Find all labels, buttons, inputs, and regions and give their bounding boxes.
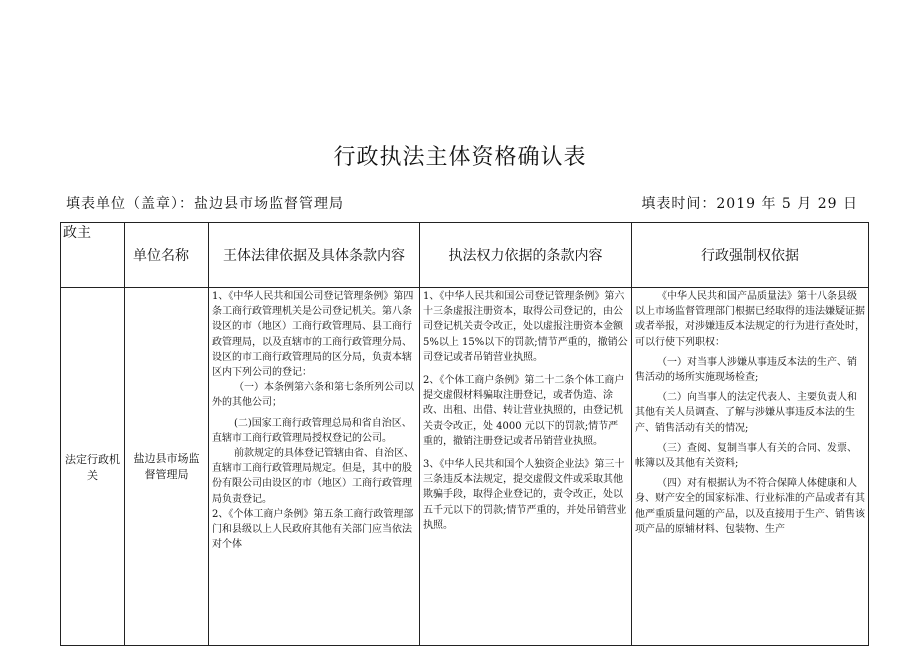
qualification-table <box>60 222 869 646</box>
header-coercion-basis: 行政强制权依据 <box>632 223 869 288</box>
coercion-para: （四）对有根据认为不符合保障人体健康和人身、财产安全的国家标准、行业标准的产品或者有其他严重质量问题的产品，以及直接用于生产、销售该项产品的原辅材料、包装物、生产 <box>635 478 865 535</box>
subject-cell: 法定行政机关 <box>61 288 125 646</box>
filling-unit: 填表单位（盖章）：盐边县市场监督管理局 <box>66 196 344 212</box>
table-row <box>61 288 869 646</box>
document-title: 行政执法主体资格确认表 <box>333 145 587 170</box>
legal-basis-para: 前款规定的具体登记管辖由省、自治区、直辖市工商行政管理局规定。但是，其中的股份有限公司由设区的市（地区）工商行政管理局负责登记。 <box>212 448 414 505</box>
legal-basis-para: 2、《个体工商户条例》第五条工商行政管理部门和县级以上人民政府其他有关部门应当依法对个体 <box>212 508 414 551</box>
legal-basis-para: (二)国家工商行政管理总局和省自治区、直辖市工商行政管理局授权登记的公司。 <box>212 417 412 444</box>
coercion-para: 《中华人民共和国产品质量法》第十八条县级以上市场监督管理部门根据已经取得的违法嫌疑证据或者举报，对涉嫌违反本法规定的行为进行查处时，可以行使下列职权： <box>635 291 865 348</box>
legal-basis-para: 1、《中华人民共和国公司登记管理条例》第四条工商行政管理机关是公司登记机关。第八条设区的市（地区）工商行政管理局、县工商行政管理局，以及直辖市的工商行政管理分局、设区的市工商行政管理局的区分局，负责本辖区内下列公司的登记： <box>212 291 414 379</box>
coercion-para: （一）对当事人涉嫌从事违反本法的生产、销售活动的场所实施现场检查; <box>635 356 857 384</box>
header-subject: 政主 <box>61 223 125 288</box>
coercion-basis-cell <box>632 288 869 646</box>
enforcement-basis-cell <box>420 288 632 646</box>
legal-basis-cell <box>209 288 420 646</box>
header-enforcement-basis: 执法权力依据的条款内容 <box>420 223 632 288</box>
coercion-para: （三）查阅、复制当事人有关的合同、发票、帐簿以及其他有关资料; <box>635 442 857 470</box>
filling-date: 填表时间：2019 年 5 月 29 日 <box>641 196 858 212</box>
enforcement-para: 3、《中华人民共和国个人独资企业法》第三十三条违反本法规定，提交虚假文件或采取其他欺骗手段，取得企业登记的，责令改正，处以五千元以下的罚款;情节严重的，并处吊销营业执照。 <box>423 459 627 531</box>
header-row <box>61 223 869 288</box>
header-legal-basis: 王体法律依据及具体条款内容 <box>209 223 420 288</box>
enforcement-para: 2、《个体工商户条例》第二十二条个体工商户提交虚假材料骗取注册登记，或者伪造、涂改、出租、出借、转让营业执照的，由登记机关责令改正，处 4000 元以下的罚款;情节严重的，撤销注册登记或者吊销营业执照。 <box>423 375 625 447</box>
unit-cell: 盐边县市场监督管理局 <box>125 288 209 646</box>
legal-basis-para: （一）本条例第六条和第七条所列公司以外的其他公司； <box>212 382 414 409</box>
coercion-para: （二）向当事人的法定代表人、主要负责人和其他有关人员调查、了解与涉嫌从事违反本法的生产、销售活动有关的情况; <box>635 392 857 434</box>
header-unit: 单位名称 <box>125 223 209 288</box>
enforcement-para: 1、《中华人民共和国公司登记管理条例》第六十三条虚报注册资本，取得公司登记的，由公司登记机关责令改正，处以虚报注册资本金额 5%以上 15%以下的罚款;情节严重的，撤销公司登记或者吊销营业执照。 <box>423 291 628 363</box>
